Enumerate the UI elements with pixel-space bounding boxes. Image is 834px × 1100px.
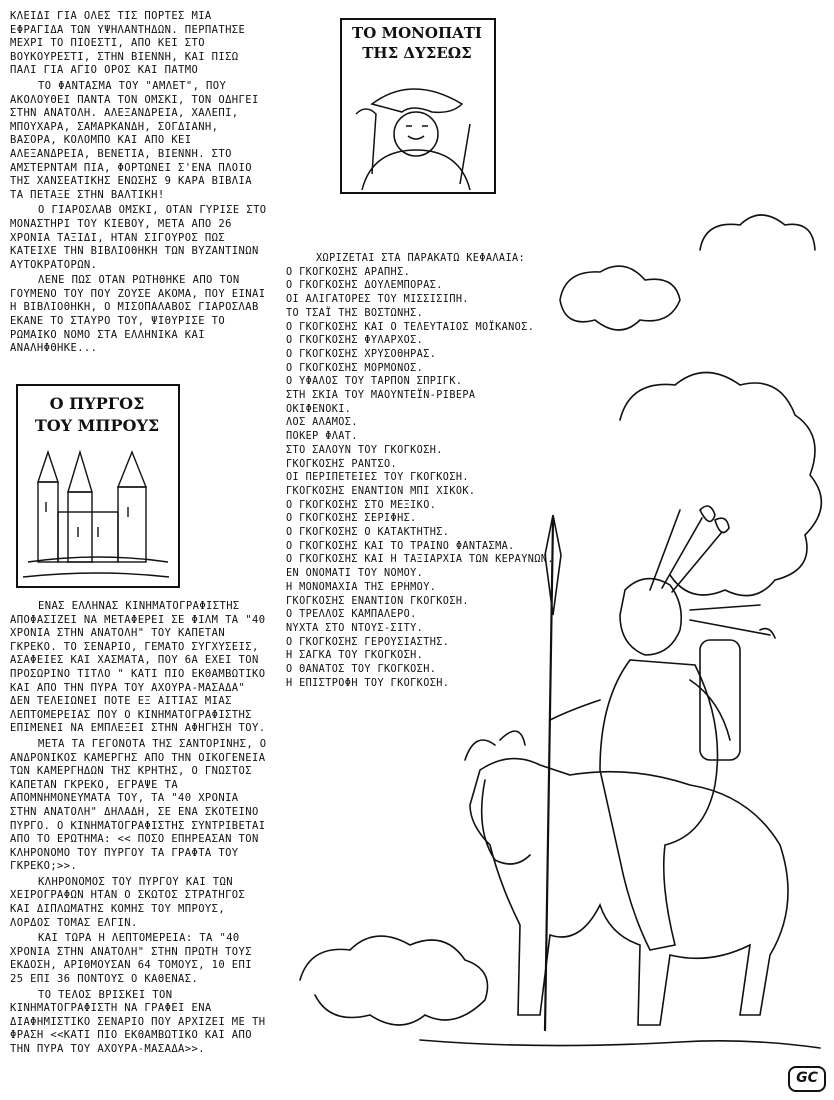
- chapter-item: ΟΚΙΦΕΝΟΚΙ.: [286, 403, 352, 415]
- cloud-small: [560, 266, 680, 330]
- paragraph: ΜΕΤΑ ΤΑ ΓΕΓΟΝΟΤΑ ΤΗΣ ΣΑΝΤΟΡΙΝΗΣ, Ο ΑΝΔΡΟΝΙΚΟΣ ΚΑΜΕΡΓΗΣ ΑΠΟ ΤΗΝ ΟΙΚΟΓΕΝΕΙΑ ΤΩΝ ΚΑΜΕΡΓΗΔΩΝ ΤΗΣ ΚΡΗΤΗΣ, Ο ΓΝΩΣΤΟΣ ΚΑΠΕΤΑΝ ΓΚΡΕΚΟ, ΕΓΡΑΨΕ ΤΑ ΑΠΟΜΝΗΜΟΝΕΥΜΑΤΑ ΤΟΥ, ΤΑ "40 ΧΡΟΝΙΑ ΣΤΗΝ ΑΝΑΤΟΛΗ" ΔΗΛΑΔΗ, ΣΕ ΕΝΑ ΣΚΟΤΕΙΝΟ ΠΥΡΓΟ. Ο ΚΙΝΗΜΑΤΟΓΡΑΦΙΣΤΗΣ ΣΥΝΤΡΙΒΕΤΑΙ ΑΠΟ ΤΟ ΕΡΩΤΗΜΑ: << ΠΟΣΟ ΕΠΗΡΕΑΣΑΝ ΤΟΝ ΚΛΗΡΟΝΟΜΟ ΤΟΥ ΠΥΡΓΟΥ ΤΑ ΓΡΑΦΤΑ ΤΟΥ ΓΚΡΕΚΟ;>>.: [10, 737, 267, 873]
- chapter-item: ΓΚΟΓΚΟΣΗΣ ΕΝΑΝΤΙΟΝ ΜΠΙ ΧΙΚΟΚ.: [286, 485, 476, 497]
- paragraph: ΚΛΕΙΔΙ ΓΙΑ ΟΛΕΣ ΤΙΣ ΠΟΡΤΕΣ ΜΙΑ ΕΦΡΑΓΙΔΑ ΤΩΝ ΥΨΗΛΑΝΤΗΔΩΝ. ΠΕΡΠΑΤΗΣΕ ΜΕΧΡΙ ΤΟ ΠΙΟΕΣΤΙ, ΑΠΟ ΚΕΙ ΣΤΟ ΒΟΥΚΟΥΡΕΣΤΙ, ΣΤΗΝ ΒΙΕΝΝΗ, ΚΑΙ ΠΙΣΩ ΠΑΛΙ ΓΙΑ ΑΓΙΟ ΟΡΟΣ ΚΑΙ ΠΑΤΜΟ: [10, 10, 246, 77]
- paragraph: Ο ΓΙΑΡΟΣΛΑΒ ΟΜΣΚΙ, ΟΤΑΝ ΓΥΡΙΣΕ ΣΤΟ ΜΟΝΑΣΤΗΡΙ ΤΟΥ ΚΙΕΒΟΥ, ΜΕΤΑ ΑΠΟ 26 ΧΡΟΝΙΑ ΤΑΞΙΔΙ, ΗΤΑΝ ΣΙΓΟΥΡΟΣ ΠΩΣ ΚΑΤΕΙΧΕ ΤΗΝ ΒΙΒΛΙΟΘΗΚΗ ΤΩΝ ΒΥΖΑΝΤΙΝΩΝ ΑΥΤΟΚΡΑΤΟΡΩΝ.: [10, 204, 267, 271]
- chapter-item: Ο ΓΚΟΓΚΟΣΗΣ ΣΤΟ ΜΕΞΙΚΟ.: [286, 499, 437, 511]
- chapter-item: Ο ΓΚΟΓΚΟΣΗΣ ΑΡΑΠΗΣ.: [286, 266, 411, 278]
- headdress-feathers: [650, 510, 770, 635]
- rider-arms: [550, 680, 730, 740]
- paragraph: ΤΟ ΦΑΝΤΑΣΜΑ ΤΟΥ "ΑΜΛΕΤ", ΠΟΥ ΑΚΟΛΟΥΘΕΙ ΠΑΝΤΑ ΤΟΝ ΟΜΣΚΙ, ΤΟΝ ΟΔΗΓΕΙ ΣΤΗΝ ΑΝΑΤΟΛΗ. ΑΛΕΞΑΝΔΡΕΙΑ, ΧΑΛΕΠΙ, ΜΠΟΥΧΑΡΑ, ΣΑΜΑΡΚΑΝΔΗ, ΣΟΓΔΙΑΝΗ, ΒΑΣΟΡΑ, ΚΟΛΟΜΠΟ ΚΑΙ ΑΠΟ ΚΕΙ ΑΛΕΞΑΝΔΡΕΙΑ, ΒΕΝΕΤΙΑ, ΒΙΕΝΝΗ. ΣΤΟ ΑΜΣΤΕΡΝΤΑΜ ΠΙΑ, ΦΟΡΤΩΝΕΙ Σ'ΕΝΑ ΠΛΟΙΟ ΤΗΣ ΧΑΝΣΕΑΤΙΚΗΣ ΕΝΩΣΗΣ 9 ΚΑΡΑ ΒΙΒΛΙΑ ΤΑ ΠΕΤΑΞΕ ΣΤΗΝ ΒΑΛΤΙΚΗ!: [10, 79, 259, 201]
- cloud-top: [700, 215, 815, 250]
- cloud-bottom: [300, 936, 488, 1025]
- chapter-item: Ο ΘΑΝΑΤΟΣ ΤΟΥ ΓΚΟΓΚΟΣΗ.: [286, 664, 437, 676]
- chapter-item: Ο ΓΚΟΓΚΟΣΗΣ ΚΑΙ Η ΤΑΞΙΑΡΧΙΑ ΤΩΝ ΚΕΡΑΥΝΩΝ.: [286, 554, 554, 566]
- chapter-item: Ο ΓΚΟΓΚΟΣΗΣ Ο ΚΑΤΑΚΤΗΤΗΣ.: [286, 527, 450, 539]
- quiver: [700, 640, 740, 760]
- mule-head: [482, 780, 530, 864]
- chapter-intro: ΧΩΡΙΖΕΤΑΙ ΣΤΑ ΠΑΡΑΚΑΤΩ ΚΕΦΑΛΑΙΑ:: [316, 253, 526, 264]
- chapter-item: ΓΚΟΓΚΟΣΗΣ ΡΑΝΤΣΟ.: [286, 458, 398, 470]
- feather-tips: [700, 506, 775, 638]
- chapter-item: Ο ΓΚΟΓΚΟΣΗΣ ΦΥΛΑΡΧΟΣ.: [286, 335, 424, 347]
- chapter-item: Ο ΤΡΕΛΛΟΣ ΚΑΜΠΑΛΕΡΟ.: [286, 609, 417, 621]
- chapter-item: ΟΙ ΠΕΡΙΠΕΤΕΙΕΣ ΤΟΥ ΓΚΟΓΚΟΣΗ.: [286, 472, 469, 484]
- chapter-item: ΤΟ ΤΣΑΪ ΤΗΣ ΒΟΣΤΩΝΗΣ.: [286, 307, 424, 319]
- paragraph: ΚΛΗΡΟΝΟΜΟΣ ΤΟΥ ΠΥΡΓΟΥ ΚΑΙ ΤΩΝ ΧΕΙΡΟΓΡΑΦΩΝ ΗΤΑΝ Ο ΣΚΩΤΟΣ ΣΤΡΑΤΗΓΟΣ ΚΑΙ ΔΙΠΛΩΜΑΤΗΣ ΚΟΜΗΣ ΤΟΥ ΜΠΡΟΥΣ, ΛΟΡΔΟΣ ΤΟΜΑΣ ΕΛΓΙΝ.: [10, 875, 246, 929]
- cover-title-line1: ΤΟ ΜΟΝΟΠΑΤΙ: [352, 24, 482, 42]
- mule-body: [470, 759, 788, 1025]
- paragraph: ΕΝΑΣ ΕΛΛΗΝΑΣ ΚΙΝΗΜΑΤΟΓΡΑΦΙΣΤΗΣ ΑΠΟΦΑΣΙΖΕΙ ΝΑ ΜΕΤΑΦΕΡΕΙ ΣΕ ΦΙΛΜ ΤΑ "40 ΧΡΟΝΙΑ ΣΤΗΝ ΑΝΑΤΟΛΗ" ΤΟΥ ΚΑΠΕΤΑΝ ΓΚΡΕΚΟ. ΤΟ ΣΕΝΑΡΙΟ, ΓΕΜΑΤΟ ΣΥΓΧΥΣΕΙΣ, ΑΣΑΦΕΙΕΣ ΚΑΙ ΧΑΣΜΑΤΑ, ΠΟΥ 6Α ΕΧΕΙ ΤΟΝ ΠΡΟΣΩΡΙΝΟ ΤΙΤΛΟ " ΚΑΤΙ ΠΙΟ ΕΚΘΑΜΒΩΤΙΚΟ ΚΑΙ ΑΠΟ ΤΗΝ ΠΥΡΑ ΤΟΥ ΑΧΟΥΡΑ-ΜΑΣΑΔΑ" ΔΕΝ ΤΕΛΕΙΩΝΕΙ ΠΟΤΕ ΕΞ ΑΙΤΙΑΣ ΜΙΑΣ ΛΕΠΤΟΜΕΡΕΙΑΣ ΠΟΥ Ο ΚΙΝΗΜΑΤΟΓΡΑΦΙΣΤΗΣ ΕΠΙΜΕΝΕΙ ΝΑ ΕΜΠΛΕΞΕΙ ΣΤΗΝ ΑΦΗΓΗΣΗ ΤΟΥ.: [10, 600, 266, 735]
- chapter-item: Ο ΓΚΟΓΚΟΣΗΣ ΚΑΙ ΤΟ ΤΡΑΙΝΟ ΦΑΝΤΑΣΜΑ.: [286, 540, 515, 552]
- spear-shaft: [545, 520, 553, 1030]
- cover-art-castle: [18, 442, 174, 582]
- chapter-item: Η ΜΟΝΟΜΑΧΙΑ ΤΗΣ ΕΡΗΜΟΥ.: [286, 581, 437, 593]
- chapter-item: ΣΤΗ ΣΚΙΑ ΤΟΥ ΜΑΟΥΝΤΕΪΝ-ΡΙΒΕΡΑ: [286, 390, 476, 402]
- chapter-item: Η ΣΑΓΚΑ ΤΟΥ ΓΚΟΓΚΟΣΗ.: [286, 650, 424, 662]
- left-column-bottom-text: [10, 600, 272, 1059]
- mule-ears: [465, 731, 525, 760]
- book-cover-pyrgos: [16, 384, 180, 588]
- chapter-item: ΕΝ ΟΝΟΜΑΤΙ ΤΟΥ ΝΟΜΟΥ.: [286, 568, 424, 580]
- cover-art-cowboy: [342, 64, 490, 190]
- chapter-item: Ο ΓΚΟΓΚΟΣΗΣ ΚΑΙ Ο ΤΕΛΕΥΤΑΙΟΣ ΜΟΪΚΑΝΟΣ.: [286, 321, 535, 333]
- paragraph: ΤΟ ΤΕΛΟΣ ΒΡΙΣΚΕΙ ΤΟΝ ΚΙΝΗΜΑΤΟΓΡΑΦΙΣΤΗ ΝΑ ΓΡΑΦΕΙ ΕΝΑ ΔΙΑΦΗΜΙΣΤΙΚΟ ΣΕΝΑΡΙΟ ΠΟΥ ΑΡΧΙΖΕΙ ΜΕ ΤΗ ΦΡΑΣΗ <<ΚΑΤΙ ΠΙΟ ΕΚΘΑΜΒΩΤΙΚΟ ΚΑΙ ΑΠΟ ΤΗΝ ΠΥΡΑ ΤΟΥ ΑΧΟΥΡΑ-ΜΑΣΑΔΑ>>.: [10, 988, 266, 1055]
- chapter-item: Η ΕΠΙΣΤΡΟΦΗ ΤΟΥ ΓΚΟΓΚΟΣΗ.: [286, 677, 450, 689]
- chapter-item: ΓΚΟΓΚΟΣΗΣ ΕΝΑΝΤΙΟΝ ΓΚΟΓΚΟΣΗ.: [286, 595, 469, 607]
- cover-title-line2: ΤΗΣ ΔΥΣΕΩΣ: [362, 44, 472, 62]
- left-column-top-text: [10, 10, 272, 358]
- chapter-list: [286, 252, 554, 691]
- chapter-item: ΣΤΟ ΣΑΛΟΥΝ ΤΟΥ ΓΚΟΓΚΟΣΗ.: [286, 444, 443, 456]
- cover-title-line2: ΤΟΥ ΜΠΡΟΥΣ: [34, 416, 160, 435]
- ground-line: [420, 1040, 820, 1048]
- chapter-item: ΛΟΣ ΑΛΑΜΟΣ.: [286, 417, 358, 429]
- chapter-item: Ο ΓΚΟΓΚΟΣΗΣ ΓΕΡΟΥΣΙΑΣΤΗΣ.: [286, 636, 450, 648]
- chapter-item: Ο ΓΚΟΓΚΟΣΗΣ ΔΟΥΛΕΜΠΟΡΑΣ.: [286, 280, 443, 292]
- book-cover-monopati: [340, 18, 496, 194]
- cover-title-line1: Ο ΠΥΡΓΟΣ: [49, 394, 145, 413]
- cloud-large: [620, 373, 821, 596]
- chapter-item: ΝΥΧΤΑ ΣΤΟ ΝΤΟΥΣ-ΣΙΤΥ.: [286, 622, 424, 634]
- chapter-item: Ο ΥΦΑΛΟΣ ΤΟΥ ΤΑΡΠΟΝ ΣΠΡΙΓΚ.: [286, 376, 463, 388]
- chapter-item: Ο ΓΚΟΓΚΟΣΗΣ ΧΡΥΣΟΘΗΡΑΣ.: [286, 348, 437, 360]
- chapter-item: ΟΙ ΑΛΙΓΑΤΟΡΕΣ ΤΟΥ ΜΙΣΣΙΣΙΠΗ.: [286, 294, 469, 306]
- paragraph: ΛΕΝΕ ΠΩΣ ΟΤΑΝ ΡΩΤΗΘΗΚΕ ΑΠΟ ΤΟΝ ΓΟΥΜΕΝΟ ΤΟΥ ΠΟΥ ΖΟΥΣΕ ΑΚΟΜΑ, ΠΟΥ ΕΙΝΑΙ Η ΒΙΒΛΙΟΘΗΚΗ, Ο ΜΙΣΟΠΑΛΑΒΟΣ ΓΙΑΡΟΣΛΑΒ ΕΚΑΝΕ ΤΟ ΣΤΑΥΡΟ ΤΟΥ, ΨΙΘΥΡΙΣΕ ΤΟ ΡΩΜΑΙΚΟ ΝΟΜΟ ΣΤΑ ΕΛΛΗΝΙΚΑ ΚΑΙ ΑΝΑΛΗΦΘΗΚΕ...: [10, 274, 266, 355]
- gc-badge: GC: [788, 1066, 826, 1092]
- chapter-item: Ο ΓΚΟΓΚΟΣΗΣ ΣΕΡΙΦΗΣ.: [286, 513, 417, 525]
- chapter-item: Ο ΓΚΟΓΚΟΣΗΣ ΜΟΡΜΟΝΟΣ.: [286, 362, 424, 374]
- chapter-item: ΠΟΚΕΡ ΦΛΑΤ.: [286, 431, 358, 443]
- paragraph: ΚΑΙ ΤΩΡΑ Η ΛΕΠΤΟΜΕΡΕΙΑ: ΤΑ "40 ΧΡΟΝΙΑ ΣΤΗΝ ΑΝΑΤΟΛΗ" ΣΤΗΝ ΠΡΩΤΗ ΤΟΥΣ ΕΚΔΟΣΗ, ΑΡΙΘΜΟΥΣΑΝ 64 ΤΟΜΟΥΣ, 10 ΕΠΙ 25 ΕΠΙ 36 ΠΟΝΤΟΥΣ Ο ΚΑΘΕΝΑΣ.: [10, 932, 252, 986]
